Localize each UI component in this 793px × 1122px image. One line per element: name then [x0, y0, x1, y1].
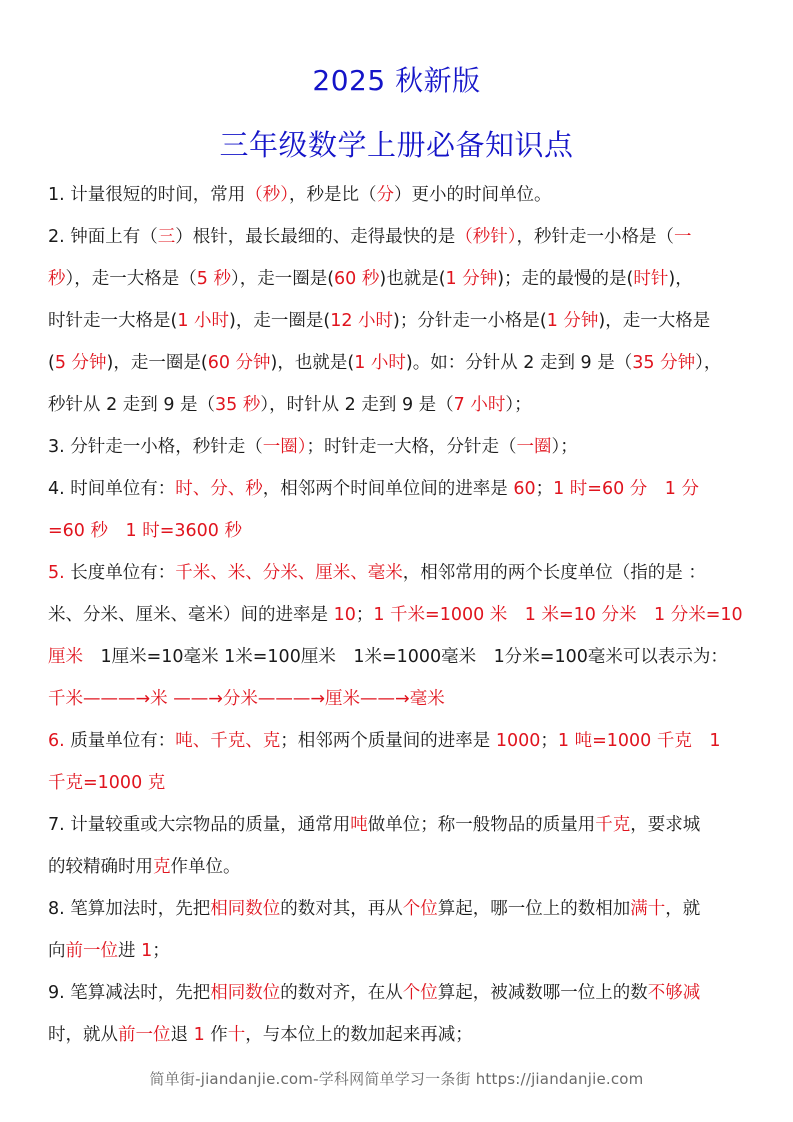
- body-text: ），: [695, 353, 722, 373]
- text-line: [48, 598, 753, 640]
- text-line: [48, 220, 753, 262]
- highlight-text: 相同数位: [210, 899, 281, 919]
- text-line: [48, 892, 753, 934]
- body-text: )，走一圈是(: [229, 311, 331, 331]
- body-text: ）更小的时间单位。: [394, 185, 552, 205]
- body-text: 算起，被减数哪一位上的数: [437, 983, 648, 1003]
- highlight-text: 1 时=60 分 1 分: [553, 479, 699, 499]
- highlight-text: 5 分钟: [54, 353, 107, 373]
- text-line: [48, 430, 753, 472]
- text-line: [48, 766, 753, 808]
- highlight-text: 吨: [350, 815, 368, 835]
- body-text: ；: [355, 605, 374, 625]
- highlight-text: 7 小时: [453, 395, 506, 415]
- highlight-text: 不够减: [647, 983, 701, 1003]
- body-text: 退: [170, 1025, 194, 1045]
- text-line: [48, 388, 753, 430]
- text-line: [48, 850, 753, 892]
- highlight-text: 一圈）: [262, 437, 307, 457]
- highlight-text: 时、分、秒: [175, 479, 263, 499]
- highlight-text: （秒）: [245, 185, 290, 205]
- text-line: [48, 304, 753, 346]
- highlight-text: 吨、千克、克: [175, 731, 281, 751]
- body-text: 作单位。: [170, 857, 241, 877]
- body-text: ，秒针走一小格是（: [516, 227, 675, 247]
- title-edition: 2025 秋新版: [312, 64, 481, 97]
- body-text: 做单位；称一般物品的质量用: [367, 815, 596, 835]
- highlight-text: 个位: [402, 983, 438, 1003]
- body-text: 3. 分针走一小格，秒针走（: [48, 437, 263, 457]
- highlight-text: 三: [157, 227, 176, 247]
- text-line: [48, 262, 753, 304]
- body-text: 进: [118, 941, 142, 961]
- body-text: ），走一大格是（: [65, 269, 197, 289]
- highlight-text: 千米———→米 ——→分米———→厘米——→毫米: [48, 689, 445, 709]
- body-text: ；: [540, 731, 558, 751]
- body-text: ；: [152, 941, 170, 961]
- body-text: (: [48, 353, 55, 373]
- body-text: ；相邻两个质量间的进率是: [280, 731, 496, 751]
- text-line: [48, 976, 753, 1018]
- body-text: )，也就是(: [270, 353, 355, 373]
- body-text: )。如：分针从 2 走到 9 是（: [405, 353, 633, 373]
- body-text: 2. 钟面上有（: [48, 227, 158, 247]
- body-text: 秒针从 2 走到 9 是（: [48, 395, 216, 415]
- body-text: ，要求城: [630, 815, 701, 835]
- text-line: [48, 472, 753, 514]
- highlight-text: 千克: [595, 815, 631, 835]
- body-text: ，与本位上的数加起来再减；: [245, 1025, 473, 1045]
- highlight-text: 35 秒: [215, 395, 261, 415]
- body-text: )，走一圈是(: [106, 353, 208, 373]
- highlight-text: 60 分钟: [207, 353, 271, 373]
- highlight-text: 秒: [48, 269, 66, 289]
- body-text: 长度单位有：: [64, 563, 176, 583]
- body-text: 7. 计量较重或大宗物品的质量，通常用: [48, 815, 351, 835]
- body-text: 时，就从: [48, 1025, 118, 1045]
- body-text: ，秒是比（: [289, 185, 377, 205]
- highlight-text: 1 小时: [354, 353, 406, 373]
- text-line: [48, 346, 753, 388]
- body-text: ，就: [665, 899, 701, 919]
- body-text: ；: [535, 479, 554, 499]
- body-text: 的数对其，再从: [280, 899, 403, 919]
- body-text: 向: [48, 941, 66, 961]
- highlight-text: 1 分钟: [546, 311, 599, 331]
- highlight-text: 一: [674, 227, 692, 247]
- highlight-text: 厘米: [48, 647, 83, 667]
- highlight-text: 克: [153, 857, 171, 877]
- footer-watermark: 简单街-jiandanjie.com-学科网简单学习一条街 https://jiandanjie.com: [149, 1070, 644, 1088]
- body-text: 的数对齐，在从: [280, 983, 403, 1003]
- highlight-text: 个位: [402, 899, 438, 919]
- text-line: [48, 1018, 753, 1060]
- highlight-text: 10: [333, 605, 356, 625]
- highlight-text: 相同数位: [210, 983, 281, 1003]
- highlight-text: 12 小时: [330, 311, 394, 331]
- text-line: [48, 682, 753, 724]
- highlight-text: 1000: [495, 731, 541, 751]
- highlight-text: 千克=1000 克: [48, 773, 166, 793]
- body-text: )；分针走一小格是(: [393, 311, 547, 331]
- body-text: ；时针走一大格，分针走（: [306, 437, 517, 457]
- highlight-text: 5 秒: [196, 269, 231, 289]
- body-text: ）；: [551, 437, 578, 457]
- highlight-text: 6.: [48, 731, 65, 751]
- highlight-text: 十: [227, 1025, 246, 1045]
- text-line: [48, 178, 753, 220]
- body-text: ，相邻常用的两个长度单位（指的是 ：: [402, 563, 706, 583]
- highlight-text: 千米、米、分米、厘米、毫米: [175, 563, 403, 583]
- text-line: [48, 640, 753, 682]
- highlight-text: 一圈: [516, 437, 552, 457]
- highlight-text: 时针: [633, 269, 669, 289]
- highlight-text: 1: [141, 941, 153, 961]
- body-text: 8. 笔算加法时，先把: [48, 899, 211, 919]
- text-line: [48, 556, 753, 598]
- body-text: 作: [204, 1025, 228, 1045]
- highlight-text: 1: [193, 1025, 205, 1045]
- text-line: [48, 724, 753, 766]
- body-text: 算起，哪一位上的数相加: [437, 899, 631, 919]
- body-text: ）；: [505, 395, 532, 415]
- body-text: )，: [668, 269, 693, 289]
- highlight-text: （秒针）: [455, 227, 517, 247]
- highlight-text: 5.: [48, 563, 65, 583]
- highlight-text: 35 分钟: [632, 353, 696, 373]
- body-text: 质量单位有：: [64, 731, 176, 751]
- body-text: 米、分米、厘米、毫米）间的进率是: [48, 605, 334, 625]
- body-text: 1厘米=10毫米 1米=100厘米 1米=1000毫米 1分米=100毫米可以表示为：: [83, 647, 728, 667]
- body-text: 的较精确时用: [48, 857, 153, 877]
- highlight-text: 60: [513, 479, 536, 499]
- body-text: 时针走一大格是(: [48, 311, 178, 331]
- body-text: 9. 笔算减法时，先把: [48, 983, 211, 1003]
- body-text: ）根针，最长最细的、走得最快的是: [175, 227, 456, 247]
- highlight-text: 满十: [630, 899, 666, 919]
- highlight-text: 1 分钟: [445, 269, 498, 289]
- body-text: )；走的最慢的是(: [497, 269, 634, 289]
- highlight-text: =60 秒 1 时=3600 秒: [48, 521, 242, 541]
- highlight-text: 前一位: [118, 1025, 171, 1045]
- text-line: [48, 934, 753, 976]
- body-text: )也就是(: [379, 269, 446, 289]
- knowledge-points-body: [48, 178, 753, 1060]
- body-text: ，相邻两个时间单位间的进率是: [262, 479, 514, 499]
- highlight-text: 60 秒: [334, 269, 380, 289]
- highlight-text: 分: [376, 185, 395, 205]
- body-text: ），走一圈是(: [230, 269, 335, 289]
- body-text: 1. 计量很短的时间，常用: [48, 185, 246, 205]
- body-text: 4. 时间单位有：: [48, 479, 176, 499]
- highlight-text: 1 千米=1000 米 1 米=10 分米 1 分米=10: [373, 605, 743, 625]
- page-title: 三年级数学上册必备知识点: [219, 128, 574, 162]
- text-line: [48, 808, 753, 850]
- highlight-text: 1 小时: [177, 311, 230, 331]
- highlight-text: 前一位: [65, 941, 118, 961]
- body-text: ），时针从 2 走到 9 是（: [260, 395, 454, 415]
- text-line: [48, 514, 753, 556]
- highlight-text: 1 吨=1000 千克 1: [557, 731, 721, 751]
- body-text: )，走一大格是: [598, 311, 711, 331]
